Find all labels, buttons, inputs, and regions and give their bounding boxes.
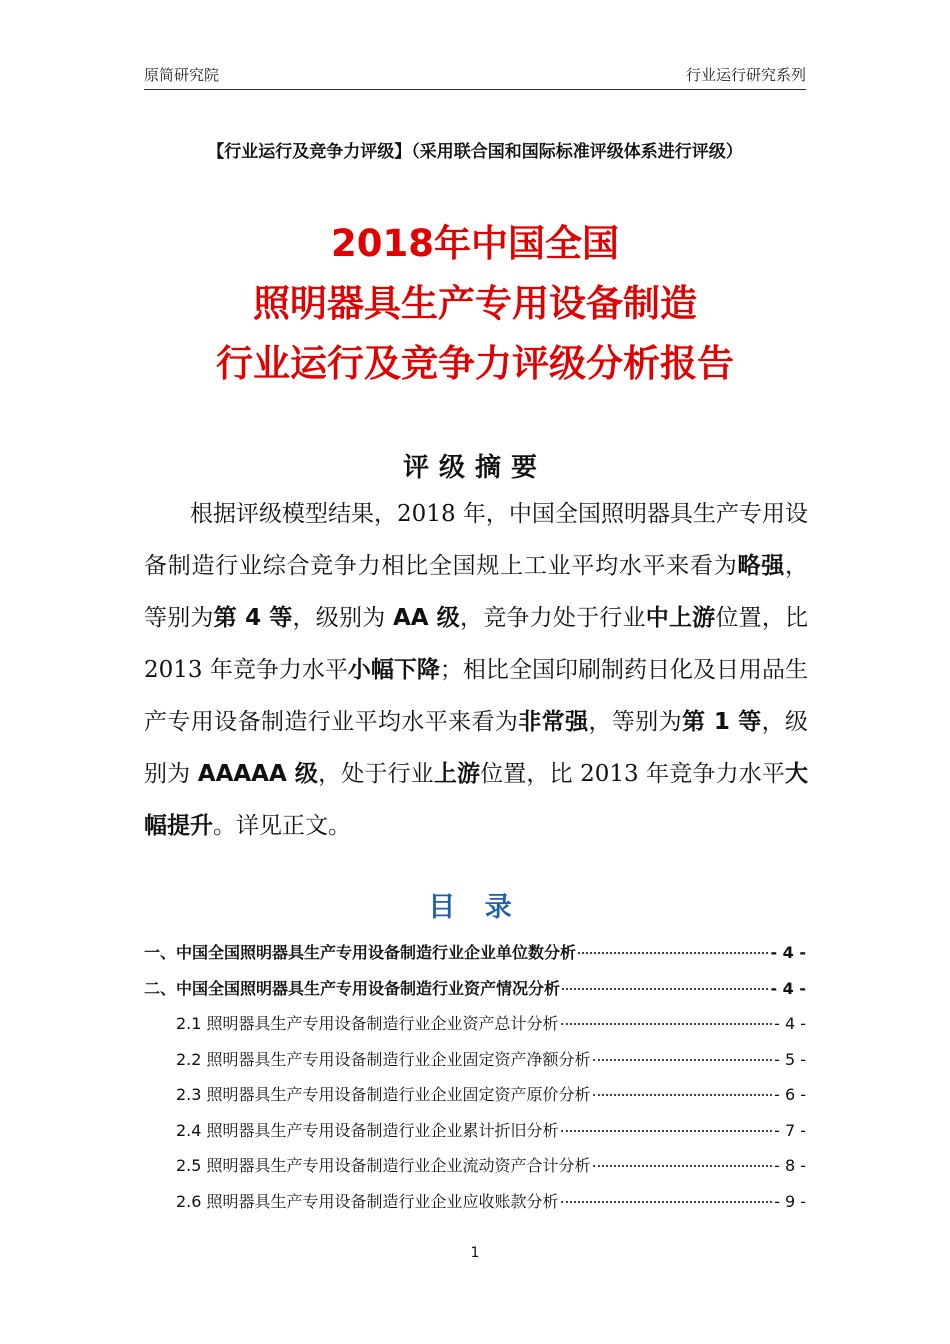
- summary-text: ，等别为: [144, 553, 809, 631]
- summary-highlight: 大幅提升: [144, 761, 809, 839]
- toc-entry-page: - 8 -: [774, 1156, 806, 1175]
- toc-dot-leader: [593, 1094, 773, 1096]
- toc-entry[interactable]: [144, 1113, 806, 1149]
- toc-entry-title: 一、中国全国照明器具生产专用设备制造行业企业单位数分析: [144, 943, 577, 962]
- summary-text: ，级别为: [292, 605, 393, 631]
- header-divider: [144, 89, 806, 90]
- toc-entry-title: 2.6 照明器具生产专用设备制造行业企业应收账款分析: [176, 1191, 559, 1211]
- summary-text: ，级别为: [144, 709, 809, 787]
- header-series: 行业运行研究系列: [685, 66, 806, 84]
- summary-text: 。详见正文。: [213, 813, 351, 839]
- toc-entry-title: 2.3 照明器具生产专用设备制造行业企业固定资产原价分析: [176, 1085, 591, 1104]
- table-of-contents: [144, 935, 806, 1219]
- summary-highlight: AA 级: [392, 605, 460, 631]
- report-title-line-1: 2018年中国全国: [331, 222, 619, 265]
- toc-entry[interactable]: [144, 1148, 806, 1184]
- toc-entry-title: 2.2 照明器具生产专用设备制造行业企业固定资产净额分析: [176, 1049, 591, 1069]
- summary-text: ，等别为: [588, 709, 683, 735]
- toc-entry-page: - 4 -: [774, 1014, 806, 1033]
- toc-entry[interactable]: [144, 935, 806, 971]
- summary-paragraph: [144, 488, 808, 852]
- toc-entry-page: - 7 -: [774, 1120, 806, 1140]
- report-title: [0, 214, 950, 394]
- toc-dot-leader: [561, 1201, 773, 1203]
- summary-highlight: 非常强: [518, 709, 589, 735]
- toc-dot-leader: [562, 988, 768, 990]
- summary-highlight: 小幅下降: [347, 657, 440, 683]
- summary-text: 位置，比 2013 年竞争力水平: [480, 761, 786, 787]
- summary-highlight: 上游: [433, 761, 481, 787]
- toc-entry[interactable]: [144, 1077, 806, 1113]
- toc-entry-page: - 5 -: [774, 1049, 806, 1069]
- report-title-line-2: 照明器具生产专用设备制造: [253, 282, 697, 325]
- toc-entry[interactable]: [144, 1184, 806, 1220]
- toc-dot-leader: [578, 952, 768, 954]
- toc-heading: 目 录: [428, 892, 522, 923]
- toc-dot-leader: [593, 1165, 773, 1167]
- page-number: 1: [470, 1245, 480, 1261]
- summary-highlight: 第 1 等: [682, 709, 762, 735]
- toc-dot-leader: [593, 1059, 773, 1061]
- toc-entry[interactable]: [144, 1006, 806, 1042]
- toc-dot-leader: [561, 1130, 773, 1132]
- toc-entry[interactable]: [144, 1042, 806, 1078]
- summary-highlight: AAAAA 级: [197, 761, 319, 787]
- toc-entry-page: - 6 -: [774, 1085, 806, 1104]
- summary-text: 根据评级模型结果，2018 年，中国全国照明器具生产专用设备制造行业综合竞争力相比全国规上工业平均水平来看为: [144, 501, 808, 579]
- summary-text: ；相比全国印刷制药日化及日用品生产专用设备制造行业平均水平来看为: [144, 657, 809, 735]
- summary-text: 位置，比 2013 年竞争力水平: [144, 605, 809, 683]
- toc-entry-title: 2.4 照明器具生产专用设备制造行业企业累计折旧分析: [176, 1120, 559, 1140]
- summary-heading: 评级摘要: [402, 453, 547, 483]
- report-title-line-3: 行业运行及竞争力评级分析报告: [216, 342, 734, 385]
- summary-text: ，竞争力处于行业: [460, 605, 646, 631]
- toc-entry-page: - 9 -: [774, 1191, 806, 1211]
- toc-entry-page: - 4 -: [770, 943, 806, 962]
- header-organization: 原简研究院: [144, 66, 220, 84]
- toc-entry-title: 2.5 照明器具生产专用设备制造行业企业流动资产合计分析: [176, 1156, 591, 1175]
- toc-entry-title: 二、中国全国照明器具生产专用设备制造行业资产情况分析: [144, 978, 561, 998]
- toc-entry[interactable]: [144, 971, 806, 1007]
- rating-tagline: 【行业运行及竞争力评级】（采用联合国和国际标准评级体系进行评级）: [207, 142, 743, 162]
- summary-highlight: 中上游: [645, 605, 716, 631]
- summary-text: ，处于行业: [318, 761, 434, 787]
- summary-highlight: 略强: [737, 553, 786, 579]
- toc-dot-leader: [561, 1023, 773, 1025]
- toc-entry-title: 2.1 照明器具生产专用设备制造行业企业资产总计分析: [176, 1014, 559, 1033]
- summary-highlight: 第 4 等: [213, 605, 293, 631]
- toc-entry-page: - 4 -: [770, 978, 806, 998]
